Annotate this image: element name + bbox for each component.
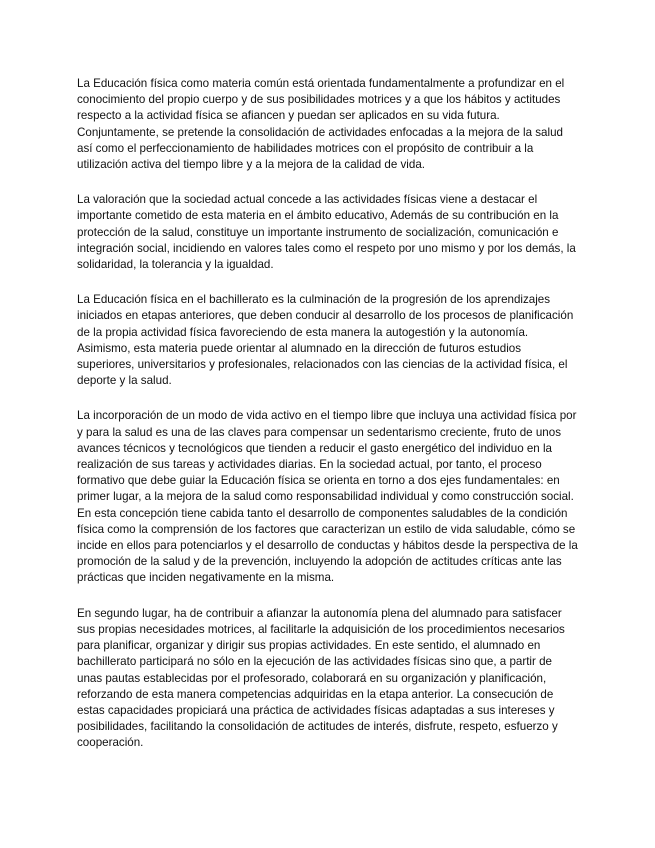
document-body xyxy=(77,76,579,771)
paragraph-5: En segundo lugar, ha de contribuir a afianzar la autonomía plena del alumnado para satisfacer sus propias necesidades motrices, al facilitarle la adquisición de los procedimientos necesarios para planificar, organizar y dirigir sus propias actividades. En este sentido, el alumnado en bachillerato participará no sólo en la ejecución de las actividades físicas sino que, a partir de unas pautas establecidas por el profesorado, colaborará en su organización y planificación, reforzando de esta manera competencias adquiridas en la etapa anterior. La consecución de estas capacidades propiciará una práctica de actividades físicas adaptadas a sus intereses y posibilidades, facilitando la consolidación de actitudes de interés, disfrute, respeto, esfuerzo y cooperación. xyxy=(77,606,565,750)
paragraph-3: La Educación física en el bachillerato es la culminación de la progresión de los aprendizajes iniciados en etapas anteriores, que deben conducir al desarrollo de los procesos de planificación de la propia actividad física favoreciendo de esta manera la autogestión y la autonomía. Asimismo, esta materia puede orientar al alumnado en la dirección de futuros estudios superiores, universitarios y profesionales, relacionados con las ciencias de la actividad física, el deporte y la salud. xyxy=(77,293,574,388)
paragraph-4: La incorporación de un modo de vida activo en el tiempo libre que incluya una actividad física por y para la salud es una de las claves para compensar un sedentarismo creciente, fruto de unos avances técnicos y tecnológicos que tienden a reducir el gasto energético del individuo en la realización de sus tareas y actividades diarias. En la sociedad actual, por tanto, el proceso formativo que debe guiar la Educación física se orienta en torno a dos ejes fundamentales: en primer lugar, a la mejora de la salud como responsabilidad individual y como construcción social. En esta concepción tiene cabida tanto el desarrollo de componentes saludables de la condición física como la comprensión de los factores que caracterizan un estilo de vida saludable, cómo se incide en ellos para potenciarlos y el desarrollo de conductas y hábitos desde la perspectiva de la promoción de la salud y de la prevención, incluyendo la adopción de actitudes críticas ante las prácticas que inciden negativamente en la misma. xyxy=(77,409,578,585)
paragraph-2: La valoración que la sociedad actual concede a las actividades físicas viene a destacar el importante cometido de esta materia en el ámbito educativo, Además de su contribución en la protección de la salud, constituye un importante instrumento de socialización, comunicación e integración social, incidiendo en valores tales como el respeto por uno mismo y por los demás, la solidaridad, la tolerancia y la igualdad. xyxy=(77,193,576,272)
paragraph-1: La Educación física como materia común está orientada fundamentalmente a profundizar en el conocimiento del propio cuerpo y de sus posibilidades motrices y a que los hábitos y actitudes respecto a la actividad física se afiancen y puedan ser aplicados en su vida futura. Conjuntamente, se pretende la consolidación de actividades enfocadas a la mejora de la salud así como el perfeccionamiento de habilidades motrices con el propósito de contribuir a la utilización activa del tiempo libre y a la mejora de la calidad de vida. xyxy=(77,77,565,172)
